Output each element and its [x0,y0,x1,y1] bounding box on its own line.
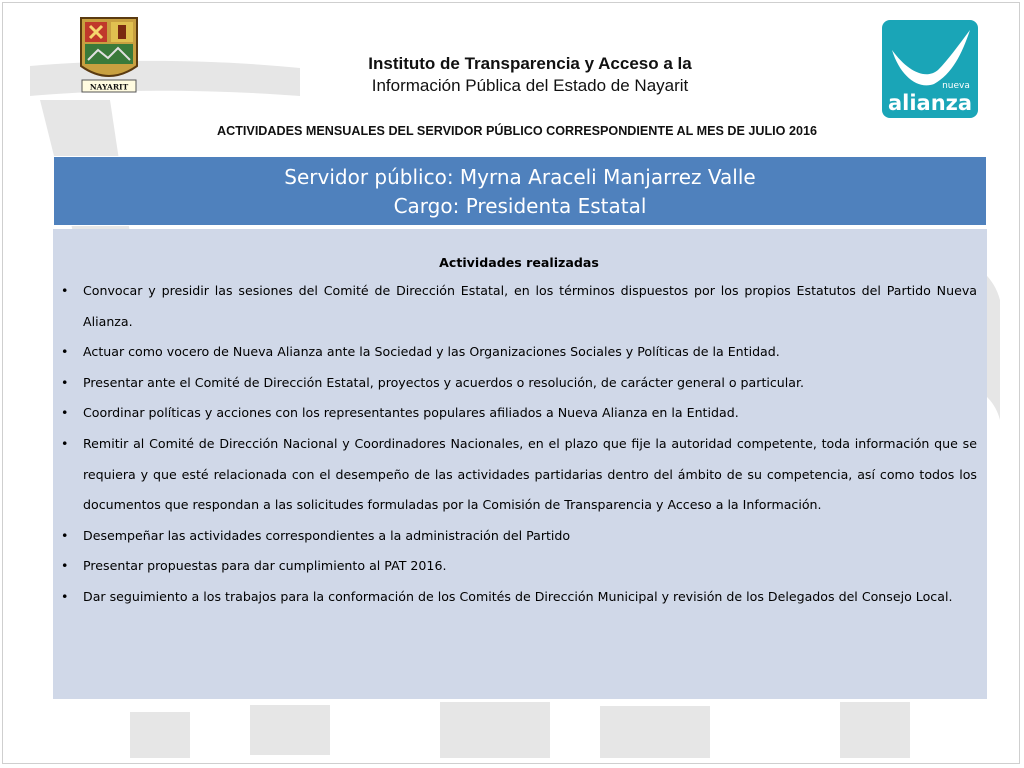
nueva-alianza-logo-icon [882,20,978,118]
bullet-icon: • [61,558,69,574]
bullet-icon: • [61,374,69,390]
activity-text: Presentar ante el Comité de Dirección Estatal, proyectos y acuerdos o resolución, de carácter general o particular. [83,374,805,390]
bullet-icon: • [61,527,69,543]
list-item [61,276,977,337]
report-subtitle: ACTIVIDADES MENSUALES DEL SERVIDOR PÚBLICO CORRESPONDIENTE AL MES DE JULIO 2016 [217,124,817,138]
svg-text:alianza: alianza [887,91,973,115]
activities-panel [53,229,987,699]
bullet-icon: • [61,344,69,360]
activities-title: Actividades realizadas [439,255,599,270]
bullet-icon: • [61,588,69,604]
svg-text:nueva: nueva [942,81,970,91]
institute-title [220,53,840,97]
official-name: Servidor público: Myrna Araceli Manjarrez Valle [284,165,756,189]
activities-list [61,276,977,613]
activity-text: Presentar propuestas para dar cumplimiento al PAT 2016. [83,558,447,574]
official-header [53,156,987,226]
list-item [61,337,977,368]
activity-text: Remitir al Comité de Dirección Nacional y Coordinadores Nacionales, en el plazo que fije la autoridad competente, toda información que se requiera y que esté relacionada con el desempeño de las actividades partidarias dentro del ámbito de su competencia, así como todos los documentos que respondan a las solicitudes formuladas por la Comisión de Transparencia y Acceso a la Información. [83,435,977,513]
institute-title-line1: Instituto de Transparencia y Acceso a la [368,54,692,73]
institute-title-line2: Información Pública del Estado de Nayarit [371,76,689,95]
activity-text: Coordinar políticas y acciones con los representantes populares afiliados a Nueva Alianza en la Entidad. [83,405,739,421]
activity-text: Convocar y presidir las sesiones del Comité de Dirección Estatal, en los términos dispuestos por los propios Estatutos del Partido Nueva Alianza. [83,283,977,329]
bullet-icon: • [61,405,69,421]
activity-text: Dar seguimiento a los trabajos para la conformación de los Comités de Dirección Municipal y revisión de los Delegados del Consejo Local. [83,588,953,604]
list-item [61,582,977,613]
list-item [61,551,977,582]
bullet-icon: • [61,283,69,298]
list-item [61,521,977,552]
nayarit-coat-of-arms-icon [76,14,142,94]
official-position: Cargo: Presidenta Estatal [393,194,647,218]
bullet-icon: • [61,435,69,451]
list-item [61,429,977,521]
list-item [61,398,977,429]
list-item [61,368,977,399]
activity-text: Desempeñar las actividades correspondientes a la administración del Partido [83,527,571,543]
activity-text: Actuar como vocero de Nueva Alianza ante la Sociedad y las Organizaciones Sociales y Políticas de la Entidad. [83,344,780,360]
seal-label: NAYARIT [89,82,129,92]
